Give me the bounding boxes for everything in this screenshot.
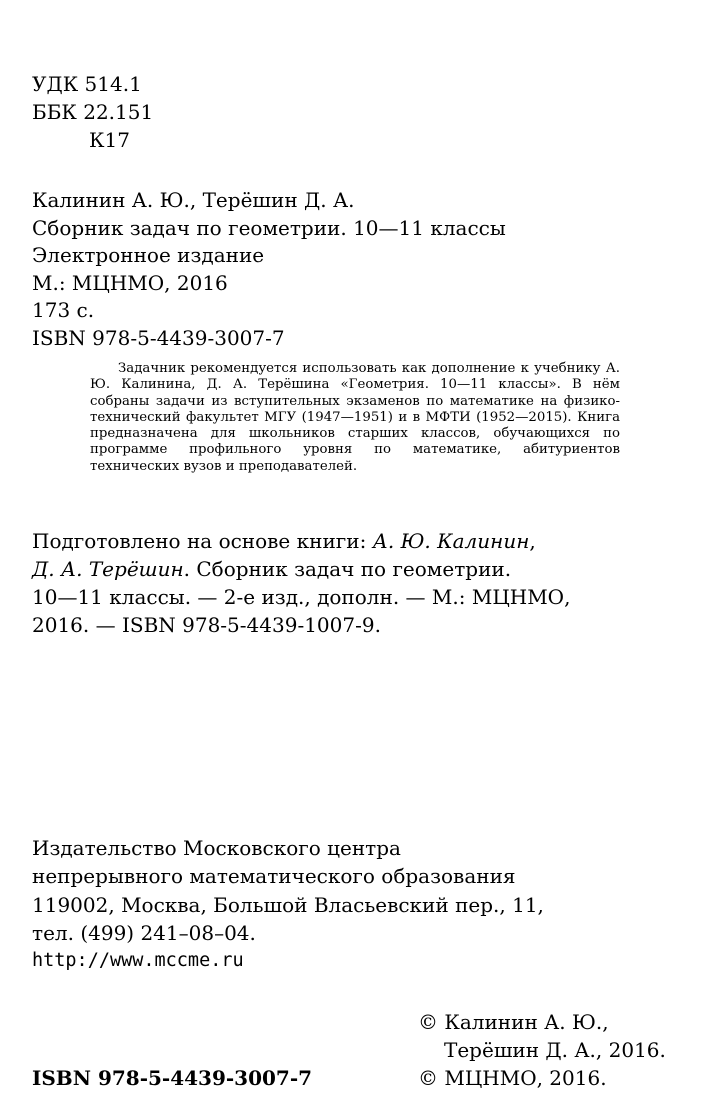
book-pages: 173 с. — [32, 298, 95, 322]
source-book-line-2 — [32, 555, 511, 583]
bbk-code: ББК 22.151 — [32, 100, 154, 124]
book-abstract: Задачник рекомендуется использовать как дополнение к учебнику А. Ю. Калинина, Д. А. Терёшина «Геометрия. 10—11 классы». В нём собраны задачи из вступительных экзаменов по математике на физико-технический факультет МГУ (1947—1951) и в МФТИ (1952—2015). Книга предназначена для школьников старших классов, обучающихся по программе профильного уровня по математике, абитуриентов технических вузов и преподавателей. — [90, 361, 620, 474]
publisher-address: 119002, Москва, Большой Власьевский пер., 11, — [32, 893, 544, 917]
source-separator: , — [529, 529, 536, 553]
source-author-2: Д. А. Терёшин — [32, 557, 184, 581]
publisher-url[interactable]: http://www.mccme.ru — [32, 950, 244, 971]
book-isbn: ISBN 978-5-4439-3007-7 — [32, 326, 285, 350]
publisher-name-line-1: Издательство Московского центра — [32, 836, 401, 860]
copyright-publisher: © МЦНМО, 2016. — [418, 1066, 607, 1090]
source-title: . Сборник задач по геометрии. — [183, 557, 512, 581]
source-book-line-3: 10—11 классы. — 2-е изд., дополн. — М.: МЦНМО, — [32, 585, 571, 609]
copyright-author-2: Терёшин Д. А., 2016. — [444, 1038, 666, 1062]
book-title: Сборник задач по геометрии. 10—11 классы — [32, 216, 506, 240]
source-author-1: А. Ю. Калинин — [372, 529, 530, 553]
source-intro: Подготовлено на основе книги: — [32, 529, 373, 553]
udk-code: УДК 514.1 — [32, 72, 142, 96]
book-edition: Электронное издание — [32, 243, 265, 267]
source-book-line-4: 2016. — ISBN 978-5-4439-1007-9. — [32, 613, 381, 637]
source-book-line-1 — [32, 527, 536, 555]
author-mark: К17 — [89, 128, 130, 152]
copyright-author-1: © Калинин А. Ю., — [418, 1010, 609, 1034]
book-publisher: М.: МЦНМО, 2016 — [32, 271, 228, 295]
publisher-name-line-2: непрерывного математического образования — [32, 864, 516, 888]
footer-isbn: ISBN 978-5-4439-3007-7 — [32, 1066, 313, 1090]
book-authors: Калинин А. Ю., Терёшин Д. А. — [32, 188, 355, 212]
publisher-phone: тел. (499) 241–08–04. — [32, 921, 256, 945]
